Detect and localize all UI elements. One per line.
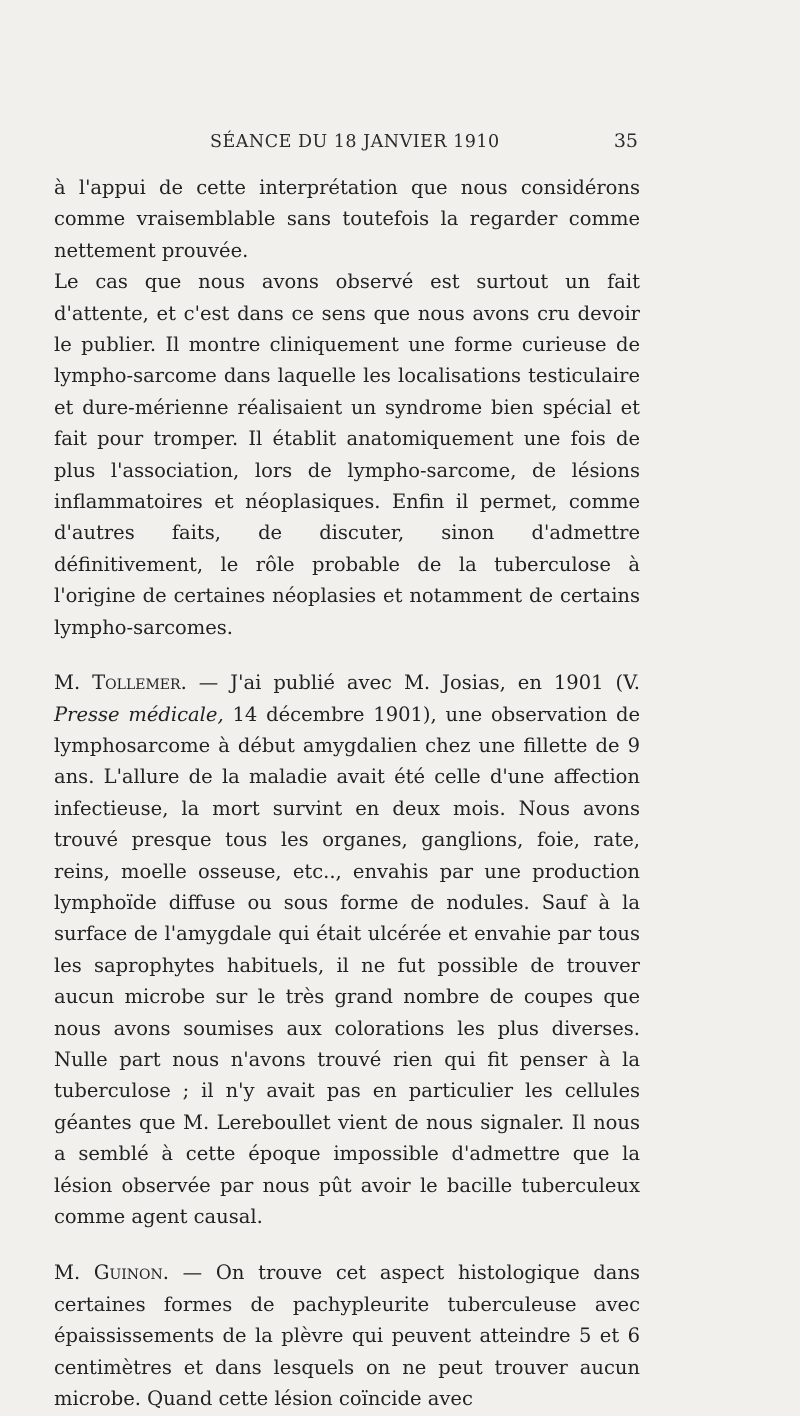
paragraph-observation (54, 266, 640, 643)
body-text (54, 172, 640, 1414)
paragraph-guinon (54, 1257, 640, 1414)
speaker-tollemer: M. Tollemer. (54, 671, 187, 695)
tollemer-text-a: — J'ai publié avec M. Josias, en 1901 (V. (186, 671, 640, 695)
page-header (0, 132, 800, 162)
journal-title: Presse médicale, (54, 702, 224, 726)
guinon-text: — On trouve cet aspect histologique dans certaines formes de pachypleurite tuberculeuse avec épaississements de la plèvre qui peuvent atteindre 5 et 6 centimètres et dans lesquels on ne peut trouver aucun microbe. Quand cette lésion coïncide avec (54, 1261, 640, 1411)
paragraph-tollemer (54, 667, 640, 1232)
paragraph-observation-text: Le cas que nous avons observé est surtout un fait d'attente, et c'est dans ce sens que nous avons cru devoir le publier. Il montre cliniquement une forme curieuse de lympho-sarcome dans laquelle les localisations testiculaire et dure-mérienne réalisaient un syndrome bien spécial et fait pour tromper. Il établit anatomiquement une fois de plus l'association, lors de lympho-sarcome, de lésions inflammatoires et néoplasiques. Enfin il permet, comme d'autres faits, de discuter, sinon d'admettre définitivement, le rôle probable de la tuberculose à l'origine de certaines néoplasies et notamment de certains lympho-sarcomes. (54, 270, 640, 639)
speaker-guinon: M. Guinon. (54, 1261, 169, 1285)
page-number: 35 (613, 130, 638, 152)
paragraph-continuation: à l'appui de cette interprétation que nous considérons comme vraisemblable sans toutefois la regarder comme nettement prouvée. (54, 176, 640, 262)
running-head: SÉANCE DU 18 JANVIER 1910 (210, 132, 500, 152)
tollemer-text-b: 14 décembre 1901), une observation de lymphosarcome à début amygdalien chez une fillette de 9 ans. L'allure de la maladie avait été celle d'une affection infectieuse, la mort survint en deux mois. Nous avons trouvé presque tous les organes, ganglions, foie, rate, reins, moelle osseuse, etc.., envahis par une production lymphoïde diffuse ou sous forme de nodules. Sauf à la surface de l'amygdale qui était ulcérée et envahie par tous les saprophytes habituels, il ne fut possible de trouver aucun microbe sur le très grand nombre de coupes que nous avons soumises aux colorations les plus diverses. Nulle part nous n'avons trouvé rien qui fit penser à la tuberculose ; il n'y avait pas en particulier les cellules géantes que M. Lereboullet vient de nous signaler. Il nous a semblé à cette époque impossible d'admettre que la lésion observée par nous pût avoir le bacille tuberculeux comme agent causal. (54, 702, 641, 1228)
